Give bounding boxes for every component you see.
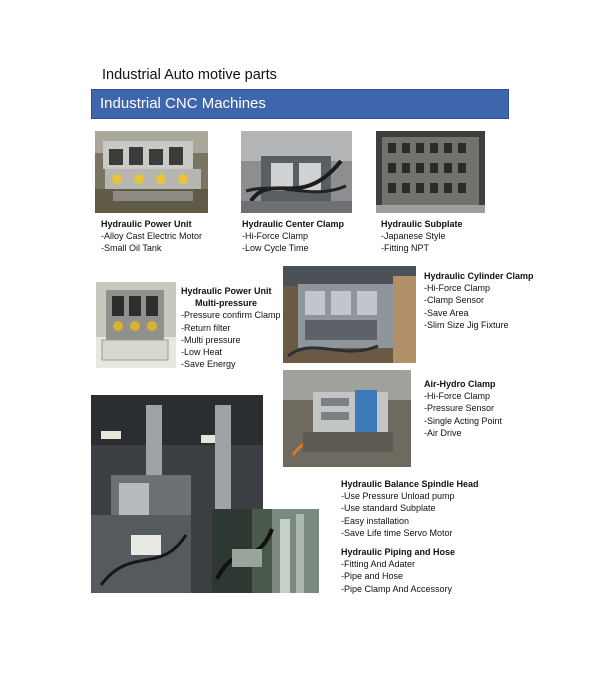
section-item: -Alloy Cast Electric Motor — [101, 231, 203, 242]
section-item: -Fitting And Adater — [341, 559, 416, 570]
section-item: -Hi-Force Clamp — [424, 283, 491, 294]
section-item: -Pressure Sensor — [424, 403, 495, 414]
section-item: -Clamp Sensor — [424, 295, 485, 306]
hydraulic-power-unit-photo — [95, 131, 208, 213]
section-hydraulic-cylinder-clamp — [424, 270, 534, 331]
hydraulic-subplate-photo — [376, 131, 485, 213]
section-item: -Save Life time Servo Motor — [341, 527, 453, 538]
hydraulic-power-unit-multipressure-photo — [96, 282, 176, 368]
section-title: Air-Hydro Clamp — [424, 379, 496, 389]
document-heading: Industrial Auto motive parts — [102, 67, 277, 83]
banner-title: Industrial CNC Machines — [100, 95, 266, 112]
section-hydraulic-subplate — [381, 218, 463, 255]
section-item: -Pipe Clamp And Accessory — [341, 583, 453, 594]
section-item: -Save Area — [424, 307, 469, 318]
section-item: -Pipe and Hose — [341, 571, 404, 582]
section-item: -Slim Size Jig Fixture — [424, 319, 509, 330]
section-item: -Easy installation — [341, 515, 410, 526]
section-title: Hydraulic Subplate — [381, 219, 463, 229]
section-title: Hydraulic Balance Spindle Head — [341, 479, 479, 489]
section-item: -Low Cycle Time — [242, 243, 309, 254]
section-title: Hydraulic Center Clamp — [242, 219, 345, 229]
section-item: -Use standard Subplate — [341, 503, 436, 514]
section-item: -Use Pressure Unload pump — [341, 491, 455, 502]
hydraulic-cylinder-clamp-photo — [283, 266, 416, 363]
section-item: -Hi-Force Clamp — [424, 391, 491, 402]
section-item: -Hi-Force Clamp — [242, 231, 309, 242]
section-banner — [91, 89, 509, 119]
section-item: -Return filter — [181, 322, 231, 333]
section-item: -Low Heat — [181, 347, 223, 358]
section-item: -Fitting NPT — [381, 243, 430, 254]
section-item: -Small Oil Tank — [101, 243, 162, 254]
section-item: -Air Drive — [424, 427, 462, 438]
section-title: Hydraulic Power Unit — [181, 286, 272, 296]
section-item: -Save Energy — [181, 359, 236, 370]
section-air-hydro-clamp — [424, 378, 502, 439]
section-hydraulic-piping-and-hose — [341, 546, 455, 595]
section-item: -Single Acting Point — [424, 415, 503, 426]
section-item: -Multi pressure — [181, 334, 241, 345]
section-title: Hydraulic Piping and Hose — [341, 547, 456, 557]
section-title: Hydraulic Power Unit — [101, 219, 192, 229]
air-hydro-clamp-photo — [283, 370, 411, 467]
section-item: -Pressure confirm Clamp — [181, 310, 281, 321]
section-hydraulic-balance-spindle-head — [341, 478, 479, 539]
section-hydraulic-center-clamp — [242, 218, 344, 255]
section-hydraulic-power-unit-multipressure — [181, 285, 281, 370]
hydraulic-center-clamp-photo — [241, 131, 352, 213]
section-title: Hydraulic Cylinder Clamp — [424, 271, 534, 281]
section-hydraulic-power-unit — [101, 218, 202, 255]
hydraulic-piping-hose-photo — [212, 509, 319, 593]
section-subtitle: Multi-pressure — [195, 298, 258, 309]
section-item: -Japanese Style — [381, 231, 446, 242]
